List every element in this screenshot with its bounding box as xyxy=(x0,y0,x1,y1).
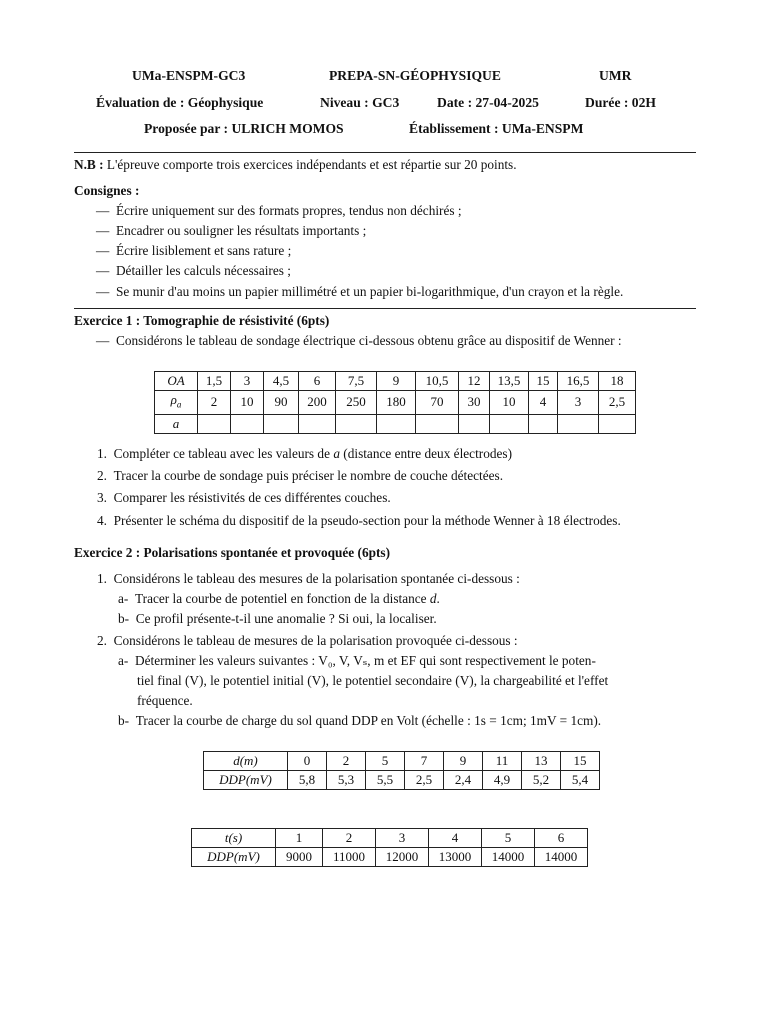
table-cell: 18 xyxy=(599,372,636,391)
table-header-cell: $\rho_a$ xyxy=(155,391,198,415)
table-row xyxy=(192,848,588,867)
ex2-question: 2. Considérons le tableau de mesures de la polarisation provoquée ci-dessous : xyxy=(97,633,518,648)
ex1-title: Exercice 1 : Tomographie de résistivité (6pts) xyxy=(74,313,330,328)
table-cell: 15 xyxy=(561,752,600,771)
table-cell: 9 xyxy=(444,752,483,771)
header-umr: UMR xyxy=(599,68,632,83)
table-cell: 13,5 xyxy=(490,372,529,391)
table-header-cell: DDP(mV) xyxy=(192,848,276,867)
table-cell: 4 xyxy=(529,391,558,415)
table-cell: 11000 xyxy=(323,848,376,867)
table-cell: 3 xyxy=(558,391,599,415)
table-cell: 90 xyxy=(264,391,299,415)
table-cell: 4 xyxy=(429,829,482,848)
ex2-subquestion: a- Tracer la courbe de potentiel en fonction de la distance d. xyxy=(118,591,440,606)
table-cell: 1,5 xyxy=(198,372,231,391)
consigne-item: — Encadrer ou souligner les résultats importants ; xyxy=(96,223,367,238)
header-duration: Durée : 02H xyxy=(585,95,656,110)
nb-line xyxy=(74,157,517,173)
table-cell: 6 xyxy=(535,829,588,848)
ex2-subquestion: a- Déterminer les valeurs suivantes : V₀, V, Vₛ, m et EF qui sont respectivement le poten- xyxy=(118,653,596,668)
table-cell-empty[interactable] xyxy=(599,414,636,433)
ex1-question: 3. Comparer les résistivités de ces différentes couches. xyxy=(97,490,391,505)
table-cell: 15 xyxy=(529,372,558,391)
table-cell-empty[interactable] xyxy=(336,414,377,433)
ex2-subquestion: b- Tracer la courbe de charge du sol quand DDP en Volt (échelle : 1s = 1cm; 1mV = 1cm). xyxy=(118,713,602,728)
table-cell: 5,4 xyxy=(561,771,600,790)
table-cell: 2 xyxy=(198,391,231,415)
header-date: Date : 27-04-2025 xyxy=(437,95,539,110)
table-cell: 14000 xyxy=(535,848,588,867)
table-cell: 14000 xyxy=(482,848,535,867)
header-institution: Établissement : UMa-ENSPM xyxy=(409,121,584,136)
table-cell: 9000 xyxy=(276,848,323,867)
table-cell: 4,5 xyxy=(264,372,299,391)
table-header-cell: DDP(mV) xyxy=(204,771,288,790)
ex1-question: 2. Tracer la courbe de sondage puis préciser le nombre de couche détectées. xyxy=(97,468,504,483)
header-evaluation: Évaluation de : Géophysique xyxy=(96,95,264,110)
table-cell: 2,5 xyxy=(599,391,636,415)
table-cell: 180 xyxy=(377,391,416,415)
ex1-intro: — Considérons le tableau de sondage électrique ci-dessous obtenu grâce au dispositif de Wenner : xyxy=(96,333,622,348)
ex2-subquestion-cont: tiel final (V), le potentiel initial (V), le potentiel secondaire (V), la chargeabilité et l'effet xyxy=(137,673,609,688)
table-header-cell: a xyxy=(155,414,198,433)
table-cell: 200 xyxy=(299,391,336,415)
consigne-item: — Se munir d'au moins un papier millimétré et un papier bi-logarithmique, d'un crayon et la règle. xyxy=(96,284,624,299)
consignes-title: Consignes : xyxy=(74,183,140,198)
table-header-cell: d(m) xyxy=(204,752,288,771)
induced-polarization-table xyxy=(191,828,588,867)
table-cell: 12 xyxy=(459,372,490,391)
table-header-cell: OA xyxy=(155,372,198,391)
table-cell: 16,5 xyxy=(558,372,599,391)
consigne-item: — Écrire lisiblement et sans rature ; xyxy=(96,243,292,258)
table-cell: 2 xyxy=(327,752,366,771)
table-cell: 7,5 xyxy=(336,372,377,391)
table-cell: 1 xyxy=(276,829,323,848)
header-rule xyxy=(74,152,696,153)
table-row xyxy=(204,771,600,790)
table-cell-empty[interactable] xyxy=(377,414,416,433)
ex1-question: 4. Présenter le schéma du dispositif de la pseudo-section pour la méthode Wenner à 18 électrodes. xyxy=(97,513,621,528)
table-cell: 4,9 xyxy=(483,771,522,790)
table-row xyxy=(155,391,636,415)
table-cell: 7 xyxy=(405,752,444,771)
nb-label: N.B : xyxy=(74,157,104,172)
ex1-question: 1. Compléter ce tableau avec les valeurs de a (distance entre deux électrodes) xyxy=(97,446,513,461)
table-cell-empty[interactable] xyxy=(490,414,529,433)
header-school: UMa-ENSPM-GC3 xyxy=(132,68,246,83)
table-cell: 10,5 xyxy=(416,372,459,391)
table-cell: 6 xyxy=(299,372,336,391)
table-row xyxy=(155,372,636,391)
ex2-title: Exercice 2 : Polarisations spontanée et provoquée (6pts) xyxy=(74,545,391,560)
table-cell: 70 xyxy=(416,391,459,415)
consigne-item: — Écrire uniquement sur des formats propres, tendus non déchirés ; xyxy=(96,203,462,218)
table-cell: 250 xyxy=(336,391,377,415)
table-cell: 5,5 xyxy=(366,771,405,790)
header-program: PREPA-SN-GÉOPHYSIQUE xyxy=(329,68,501,83)
table-cell: 5,2 xyxy=(522,771,561,790)
table-header-cell: t(s) xyxy=(192,829,276,848)
ex2-subquestion: b- Ce profil présente-t-il une anomalie ? Si oui, la localiser. xyxy=(118,611,437,626)
table-cell: 13000 xyxy=(429,848,482,867)
table-cell: 12000 xyxy=(376,848,429,867)
table-cell: 30 xyxy=(459,391,490,415)
consigne-item: — Détailler les calculs nécessaires ; xyxy=(96,263,291,278)
ex2-subquestion-cont: fréquence. xyxy=(137,693,193,708)
table-cell: 2,4 xyxy=(444,771,483,790)
table-cell: 5,3 xyxy=(327,771,366,790)
table-cell-empty[interactable] xyxy=(558,414,599,433)
table-cell-empty[interactable] xyxy=(264,414,299,433)
table-cell-empty[interactable] xyxy=(198,414,231,433)
header-level: Niveau : GC3 xyxy=(320,95,400,110)
header-author: Proposée par : ULRICH MOMOS xyxy=(144,121,344,136)
table-cell: 5 xyxy=(482,829,535,848)
table-cell: 3 xyxy=(231,372,264,391)
table-cell: 5,8 xyxy=(288,771,327,790)
spontaneous-polarization-table xyxy=(203,751,600,790)
table-cell: 10 xyxy=(490,391,529,415)
table-cell-empty[interactable] xyxy=(416,414,459,433)
table-cell-empty[interactable] xyxy=(231,414,264,433)
table-cell-empty[interactable] xyxy=(459,414,490,433)
table-cell: 0 xyxy=(288,752,327,771)
resistivity-table xyxy=(154,371,636,434)
table-cell: 11 xyxy=(483,752,522,771)
table-cell: 5 xyxy=(366,752,405,771)
table-cell: 2,5 xyxy=(405,771,444,790)
table-cell-empty[interactable] xyxy=(529,414,558,433)
consignes-rule xyxy=(74,308,696,309)
ex2-question: 1. Considérons le tableau des mesures de la polarisation spontanée ci-dessous : xyxy=(97,571,520,586)
table-cell-empty[interactable] xyxy=(299,414,336,433)
table-cell: 3 xyxy=(376,829,429,848)
table-cell: 9 xyxy=(377,372,416,391)
table-cell: 10 xyxy=(231,391,264,415)
table-row xyxy=(192,829,588,848)
table-cell: 2 xyxy=(323,829,376,848)
table-row xyxy=(155,414,636,433)
table-row xyxy=(204,752,600,771)
table-cell: 13 xyxy=(522,752,561,771)
nb-text: L'épreuve comporte trois exercices indépendants et est répartie sur 20 points. xyxy=(106,157,517,172)
